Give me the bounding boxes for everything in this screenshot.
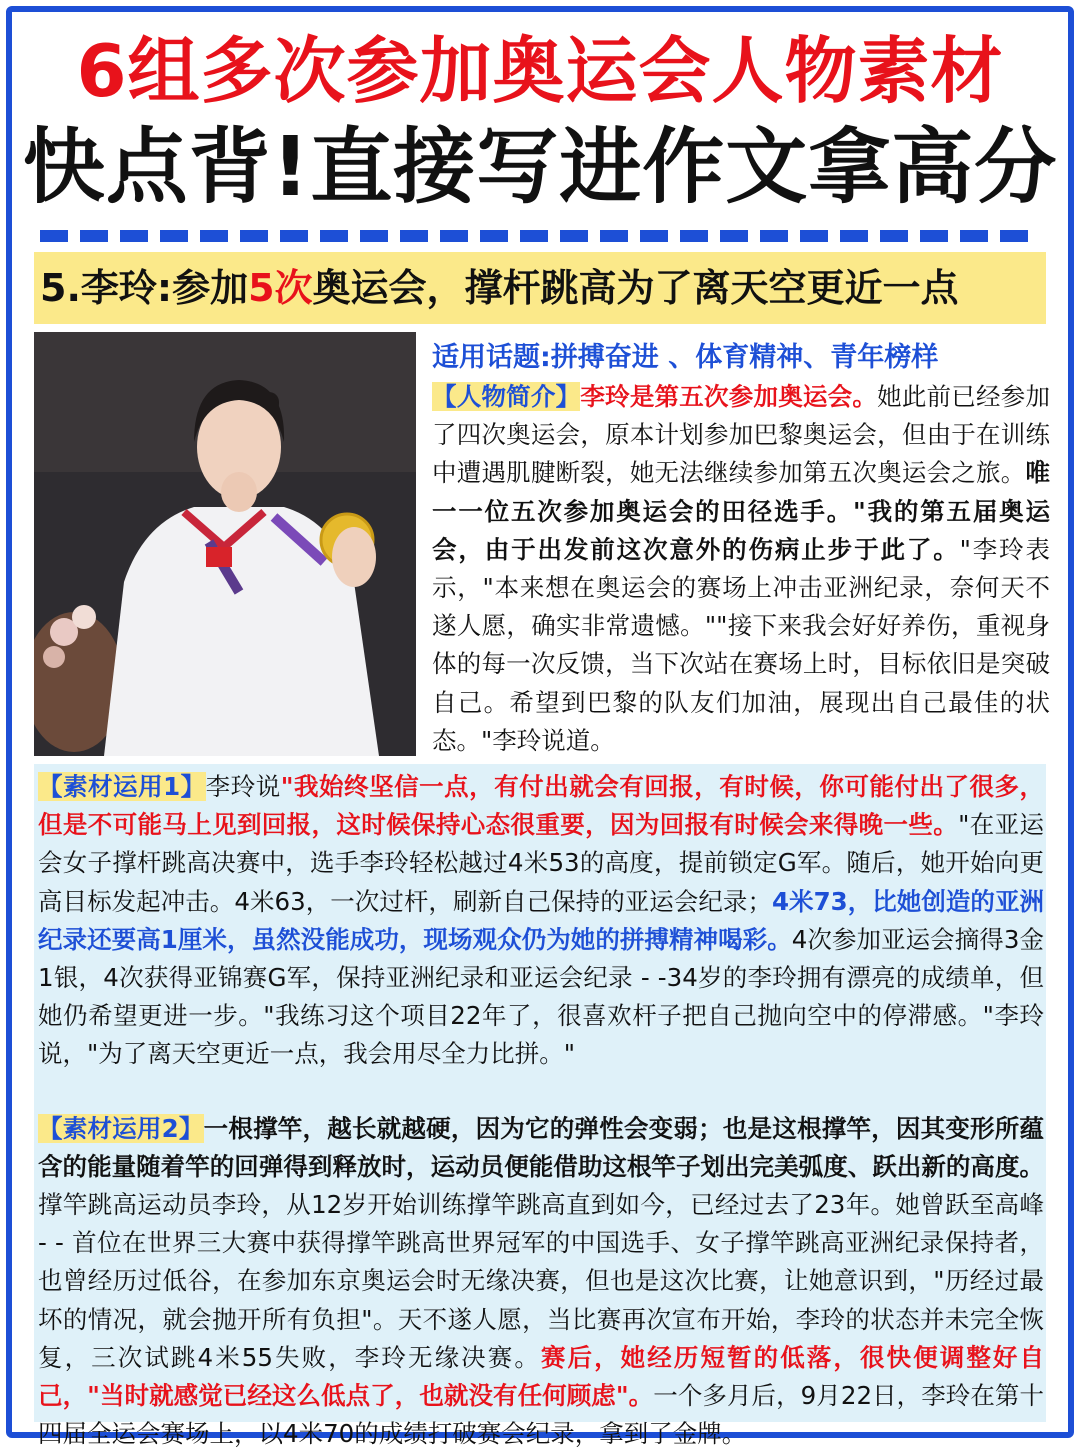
usage-1-red: "我始终坚信一点，有付出就会有回报，有时候，你可能付出了很多，但是不可能马上见到回报，这时候保持心态很重要，因为回报有时候会来得晚一些。: [38, 772, 1045, 840]
intro-section: [432, 338, 1050, 760]
usage-1-text-2: "在亚运会女子撑杆跳高决赛中，选手李玲轻松越过4米53的高度，提前锁定G军。随后，她开始向更高目标发起冲击。4米63，一次过杆，刷新自己保持的亚运会纪录；: [38, 810, 1044, 916]
title-line-2: 快点背!直接写进作文拿高分: [22, 120, 1058, 215]
usage-2-text-2: 一个多月后，9月22日，李玲在第十四届全运会赛场上，以4米70的成绩打破赛会纪录，拿到了金牌。: [38, 1381, 1045, 1449]
intro-text-2: "李玲表示，"本来想在奥运会的赛场上冲击亚洲纪录，奈何天不遂人愿，确实非常遗憾。""接下来我会好好养伤，重视身体的每一次反馈，当下次站在赛场上时，目标依旧是突破自己。希望到巴黎的队友们加油，展现出自己最佳的状态。"李玲说道。: [432, 534, 1050, 755]
usage-section: [38, 768, 1044, 1453]
usage-1-text-1: 李玲说: [205, 772, 281, 801]
usage-2-red: 赛后，她经历短暂的低落，很快便调整好自己，"当时就感觉已经这么低点了，也就没有任何顾虑"。: [38, 1342, 1044, 1411]
usage-2-bold: 一根撑竿，越长就越硬，因为它的弹性会变弱；也是这根撑竿，因其变形所蕴含的能量随着竿的回弹得到释放时，运动员便能借助这根竿子划出完美弧度、跃出新的高度。: [38, 1113, 1045, 1181]
subtitle-suffix: 奥运会，撑杆跳高为了离天空更近一点: [312, 266, 959, 310]
athlete-with-gold-medal-icon: [34, 332, 416, 756]
intro-red-lead: 李玲是第五次参加奥运会。: [580, 382, 878, 411]
dashed-divider: [40, 230, 1040, 242]
subtitle-prefix: 5.李玲:参加: [40, 266, 249, 310]
paragraph-gap: [38, 1074, 1044, 1110]
usage-2-tag: 【素材运用2】: [38, 1113, 204, 1143]
usage-1-paragraph: [38, 768, 1044, 1074]
usage-1-tag: 【素材运用1】: [38, 772, 206, 801]
title-line-1: 6组多次参加奥运会人物素材: [76, 29, 1004, 113]
intro-bold-1: 唯一一位五次参加奥运会的田径选手。"我的第五届奥运会，由于出发前这次意外的伤病止步于此了。: [432, 458, 1050, 564]
applicable-topics: 适用话题:拼搏奋进 、体育精神、青年榜样: [432, 342, 939, 373]
usage-1-text-3: 4次参加亚运会摘得3金1银，4次获得亚锦赛G军，保持亚洲纪录和亚运会纪录 - -34岁的李玲拥有漂亮的成绩单，但她仍希望更进一步。"我练习这个项目22年了，很喜欢杆子把自己抛向空中的停滞感。"李玲说，"为了离天空更近一点，我会用尽全力比拼。": [38, 924, 1044, 1069]
usage-2-paragraph: [38, 1110, 1044, 1453]
intro-text-1: 她此前已经参加了四次奥运会，原本计划参加巴黎奥运会，但由于在训练中遭遇肌腱断裂，她无法继续参加第五次奥运会之旅。: [432, 382, 1050, 488]
subtitle-highlight: 5次: [248, 266, 313, 310]
intro-tag: 【人物简介】: [432, 382, 581, 411]
usage-1-blue: 4米73，比她创造的亚洲纪录还要高1厘米，虽然没能成功，现场观众仍为她的拼搏精神喝彩。: [38, 886, 1045, 954]
intro-paragraph: [432, 378, 1050, 760]
subtitle: [40, 258, 1046, 318]
usage-2-text-1: 撑竿跳高运动员李玲，从12岁开始训练撑竿跳高直到如今，已经过去了23年。她曾跃至高峰 - - 首位在世界三大赛中获得撑竿跳高世界冠军的中国选手、女子撑竿跳高亚洲纪录保持者，也曾经历过低谷，在参加东京奥运会时无缘决赛，但也是这次比赛，让她意识到，"历经过最坏的情况，就会抛开所有负担"。天不遂人愿，当比赛再次宣布开始，李玲的状态并未完全恢复，三次试跳4米55失败，李玲无缘决赛。: [38, 1190, 1044, 1372]
athlete-photo: [34, 332, 416, 756]
